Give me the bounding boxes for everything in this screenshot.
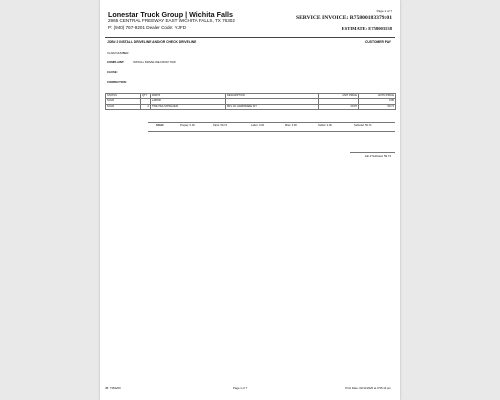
- row-status: SOLD: [106, 104, 141, 109]
- complaint-text: INSTALL DRIVELINE FROM TOW: [133, 60, 176, 64]
- parts-table: [105, 93, 396, 110]
- row-part: LABOR: [151, 99, 226, 104]
- row-status: SOLD: [106, 99, 141, 104]
- totals-status: SOLD:: [156, 124, 165, 127]
- column-header: DESCRIPTION: [226, 94, 319, 99]
- column-header: QTY: [141, 94, 151, 99]
- job-subtotal-divider: [350, 152, 395, 153]
- totals-labor: Labor: 0.00: [251, 124, 265, 127]
- row-qty: 2: [141, 104, 151, 109]
- row-part: T50U7SA-S7PRL2320: [151, 104, 226, 109]
- row-extd-price: 0.95: [359, 99, 396, 104]
- job-subtotal: Job # Subtotal: 59.74: [364, 154, 391, 158]
- service-invoice-number: SERVICE INVOICE: R75800183379:01: [295, 15, 392, 21]
- column-header: EXTD PRICE: [359, 94, 396, 99]
- footer-print-date: Print Date: 02/11/2026 at 3:55:13 pm: [345, 386, 391, 390]
- company-name: Lonestar Truck Group | Wichita Falls: [108, 10, 233, 19]
- totals-prepay: Prepay: 0.00: [180, 124, 195, 127]
- row-extd-price: 59.74: [359, 104, 396, 109]
- row-description: MFL CF HARDWARE KIT: [226, 104, 319, 109]
- totals-parts: Parts: 59.74: [213, 124, 227, 127]
- totals-misc: Misc: 0.00: [285, 124, 297, 127]
- column-header: UNIT PRICE: [319, 94, 359, 99]
- column-header: PART#: [151, 94, 226, 99]
- pay-type: CUSTOMER PAY: [365, 40, 391, 44]
- totals-subtotal: Subtotal: 59.74: [354, 124, 372, 127]
- cause-label: CAUSE:: [107, 70, 118, 74]
- correction-label: CORRECTION:: [107, 80, 127, 84]
- column-header: STATUS: [106, 94, 141, 99]
- header-divider: [105, 37, 395, 38]
- footer-left: JB: 7354200: [105, 386, 121, 390]
- job-title: JOB# 2 INSTALL DRIVELINE AND/OR CHECK DRIVELINE: [107, 40, 197, 44]
- complaint-label: COMPLAINT:: [107, 60, 125, 64]
- totals-divider-top: [148, 122, 395, 123]
- footer-page-indicator: Page 1 of 7: [233, 386, 248, 390]
- invoice-page: [100, 0, 400, 400]
- company-phone: P: (940) 767-9201 Dealer Code: YJFD: [108, 25, 187, 30]
- row-unit-price: 29.87: [319, 104, 359, 109]
- table-row: [106, 104, 396, 109]
- totals-divider-bottom: [148, 131, 395, 132]
- estimate-number: ESTIMATE: E758003538: [341, 26, 392, 31]
- company-address: 2965 CENTRAL FREEWAY EAST WICHITA FALLS, TX 76302: [108, 18, 235, 23]
- page-indicator-top: Page 1 of 7: [376, 9, 392, 13]
- totals-sublet: Sublet: 0.00: [318, 124, 332, 127]
- claim-number-label: CLAIM NUMBER:: [107, 51, 130, 55]
